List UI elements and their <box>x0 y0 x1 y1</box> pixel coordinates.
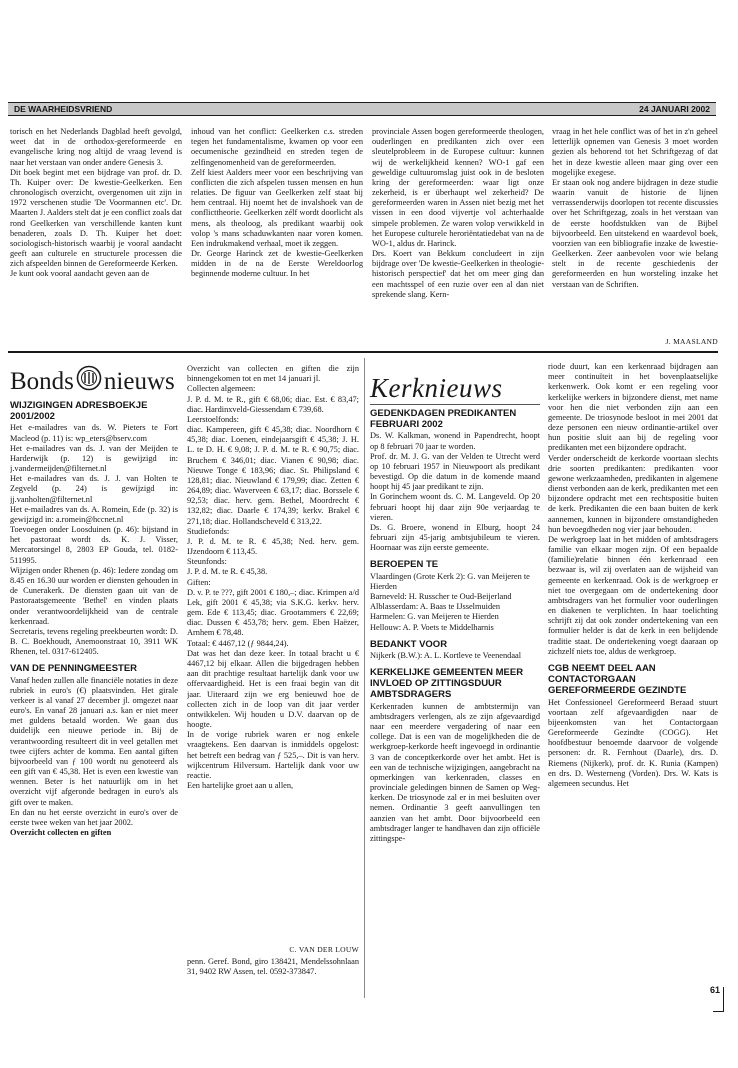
kerknieuws-title: Kerknieuws <box>370 373 503 403</box>
review-column-2 <box>191 127 363 347</box>
bondsnieuws-column <box>10 400 178 970</box>
kerkelijke-gemeenten-text: Kerkenraden kunnen de ambtstermijn van ambtsdragers verlengen, als ze zijn afgevaardigd naar een meerdere vergadering of naar een college. Dat is een van de mogelijkheden die de werkgroep-kerkorde heeft ingevoegd in ordinantie 3 van de conceptkerkorde over het ambt. Het is een van de technische wijzigingen, aangebracht na opmerkingen van kerkenraden, classes en provinciale geledingen binnen de Samen op Weg-kerken. De triosynode zal er in mei besluiten over nemen. Ordinantie 3 geeft aanvullingen ten aanzien van het ambt. Door bijvoorbeeld een ambtsdrager langer te handhaven dan zijn officiële zittingspe- <box>370 701 540 843</box>
page-corner-mark <box>713 987 724 1012</box>
collecten-signature <box>195 945 359 957</box>
column-divider <box>364 358 365 998</box>
heading-cgb: CGB NEEMT DEEL AAN CONTACTORGAAN GEREFORMEERDE GEZINDTE <box>548 662 687 697</box>
section-divider <box>8 351 718 353</box>
review-column-4 <box>552 127 718 339</box>
review-author: J. MAASLAND <box>665 337 718 346</box>
penningmeester-address: penn. Geref. Bond, giro 138421, Mendelssohnlaan 31, 9402 RW Assen, tel. 0592-373847. <box>187 957 359 977</box>
collecten-text: Overzicht van collecten en giften die zijn binnengekomen tot en met 14 januari jl. Collecten algemeen: J. P. d. M. te R., gift € 68,06; diac. Est. € 83,47; diac. Hardinxveld-Giessendam € 739,68. Leerstoelfonds: diac. Kampereen, gift € 45,38; diac. Noordhorn € 45,38; diac. Loenen, eindejaarsgift € 45,38; J. H. L. te D. H. € 9,08; J. P. d. M. te R. € 90,75; diac. Bruchem € 346,01; diac. Vianen € 90,98; diac. Nieuwe Tonge € 183,96; diac. St. Philipsland € 128,81; diac. Nieuwland € 179,99; diac. Zetten € 264,89; diac. Waverveen € 63,17; diac. Borssele € 92,53; diac. herv. gem. Bethel, Moordrecht € 132,82; diac. Daarle € 174,39; kerkv. Brakel € 271,18; diac. Hollandscheveld € 313,22. Studiefonds: J. P. d. M. te R. € 45,38; Ned. herv. gem. IJzendoorn € 113,45. Steunfonds: J. P. d. M. te R. € 45,38. Giften: D. v. P. te ???, gift 2001 € 180,–; diac. Krimpen a/d Lek, gift 2001 € 45,38; via S.K.G. kerkv. herv. gem. Ede € 113,45; diac. Grootammers € 22,69; diac. Dussen € 453,78; herv. gem. Eben Haëzer, Arnhem € 78,48. Totaal: € 4467,12 (ƒ 9844,24). Dat was het dan deze keer. In totaal bracht u € 4467,12 bij elkaar. Allen die bijgedragen hebben aan dit prachtige resultaat hartelijk dank voor uw offervaardigheid. Het is een fraai begin van dit jaar. Uiteraard zijn we erg benieuwd hoe de collecten zich in de loop van dit jaar verder ontwikkelen. Wij houden u D.V. daarvan op de hoogte. In de vorige rubriek waren er nog enkele vraagtekens. Een daarvan is inmiddels opgelost: het betreft een bedrag van ƒ 525,–. Dit is van herv. wijkcentrum Hilversum. Hartelijk dank voor uw reactie. Een hartelijke groet aan u allen, <box>187 364 359 791</box>
bond-emblem-icon <box>76 365 102 400</box>
review-text-1: torisch en het Nederlands Dagblad heeft gevolgd, weet dat in de orthodox-gereformeerde en evangelische kring nog altijd de vraag levend is naar het verstaan van onder andere Genesis 3. Dit boek begint met een bijdrage van prof. dr. D. Th. Kuiper over: De kwestie-Geelkerken. Een chronologisch overzicht, overgenomen uit zijn in 1972 verschenen studie 'De Voormannen etc'. Dr. Maarten J. Aalders stelt dat je een conflict zoals dat rond Geelkerken van verschillende kanten kunt benaderen, zoals D. Th. Kuiper het doet: sociologisch-historisch waarbij je vooral aandacht geeft aan culturele en structurele processen die zich afspeelden binnen de Gereformeerde Kerken. Je kunt ook vooral aandacht geven aan de <box>10 127 182 279</box>
right-column <box>548 362 718 982</box>
gedenkdagen-text: Ds. W. Kalkman, wonend in Papendrecht, hoopt op 8 februari 70 jaar te worden. Prof. dr. M. J. G. van der Velden te Utrecht werd op 10 februari 1957 in Nieuwpoort als predikant bevestigd. Op die datum in de komende maand hoopt hij 45 jaar predikant te zijn. In Gorinchem woont ds. C. M. Langeveld. Op 20 februari hoopt hij daar zijn 90e verjaardag te vieren. Ds. G. Broere, wonend in Elburg, hoopt 24 februari zijn 45-jarig ambtsjubileum te vieren. Hoornaar was zijn eerste gemeente. <box>370 431 540 553</box>
review-signature <box>560 337 718 349</box>
heading-penningmeester: VAN DE PENNINGMEESTER <box>10 663 138 675</box>
page-header <box>8 102 716 116</box>
issue-date: 24 JANUARI 2002 <box>639 103 710 114</box>
collecten-address <box>187 957 359 991</box>
penningmeester-name: C. VAN DER LOUW <box>289 945 359 954</box>
heading-beroepen: BEROEPEN TE <box>370 559 439 571</box>
kerkorde-continued-text: riode duurt, kan een kerkenraad bijdragen aan meer continuïteit in het bovenplaatselijke kerkenwerk. Ook komt er een regeling voor kerkelijke werkers in bijzondere dienst, met name voor hen die niet verbonden zijn aan een gemeente. De triosynode besloot in mei 2001 dat deze personen een nieuw ordinantie-artikel over hun positie sluit aan bij de regeling voor predikanten met een bijzondere opdracht. Verder onderscheidt de kerkorde voortaan slechts drie soorten predikanten: predikanten voor gewone werkzaamheden, predikanten in algemene dienst verbonden aan de kerk, predikanten met een bijzondere opdracht met een rechtspositie buiten de kerk. Predikanten die een baan buiten de kerk aannemen, kunnen in bijzondere omstandigheden hun bevoegdheden nog vier jaar behouden. De werkgroep laat in het midden of ambtsdragers familie van elkaar mogen zijn. Of een bepaalde (familie)relatie binnen één kerkenraad een bezwaar is, wil zij overlaten aan de wijsheid van gemeente en kerkenraad. Ook is de werkgroep er niet toe overgegaan om de ondertekening door ambtsdragers van het formulier voor ouderlingen en diakenen te verplichten. In haar toelichting schrijft zij dat ook zonder ondertekening van een formulier helder is dat de kerk in een belijdende traditie staat. De ondertekening voegt daaraan op zichzelf niets toe, aldus de werkgroep. <box>548 362 718 656</box>
cgb-text: Het Confessioneel Gereformeerd Beraad stuurt voortaan zelf afgevaardigden naar de bijeenkomsten van het Contactorgaan Gereformeerde Gezindte (COGG). Het hoofdbestuur benoemde daarvoor de volgende personen: dr. R. Fernhout (Daarle), drs. D. Riemens (Nijkerk), prof. dr. K. Runia (Kampen) en drs. D. Westerneng (Vorden). Drs. W. Kats is algemeen secundus. Het <box>548 697 718 788</box>
adresboekje-text: Het e-mailadres van ds. W. Pieters te Fort Macleod (p. 11) is: wp_eters@bserv.com Het e-mailadres van ds. J. van der Meijden te Harderwijk (p. 12) is gewijzigd in: j.vandermeijden@filternet.nl Het e-mailadres van ds. J. J. van Holten te Zegveld (p. 24) is gewijzigd in: jj.vanholten@filternet.nl Het e-mailadres van ds. A. Romein, Ede (p. 32) is gewijzigd in: a.romein@hccnet.nl Toevoegen onder Loosduinen (p. 46): bijstand in het pastoraat wordt ds. K. J. Visser, Mercatorsingel 8, 2803 EP Gouda, tel. 0182-511995. Wijzigen onder Rhenen (p. 46): Iedere zondag om 8.45 en 16.30 uur worden er diensten gehouden in de Cunerakerk. De diensten gaan uit van de Pastoraatsgemeente 'Bethel' en vinden plaats onder verantwoordelijkheid van de centrale kerkenraad. Secretaris, tevens regeling preekbeurten wordt: D. B. C. Boekhoudt, Anemoonstraat 10, 3911 WK Rhenen, tel. 0317-612405. <box>10 423 178 657</box>
logo-word-left: Bonds <box>10 368 74 395</box>
review-text-4: vraag in het hele conflict was of het in z'n geheel letterlijk opnemen van Genesis 3 moet worden gezien als behorend tot het Schriftgezag of dat het in deze kwestie alleen maar ging over een mogelijke exegese. Er staan ook nog andere bijdragen in deze studie waarin vanuit de historie de lijnen verrassenderwijs doorlopen tot recente discussies over het Schriftgezag, zoals in het verstaan van de eerste hoofdstukken van de Bijbel bijvoorbeeld. Een uitstekend en waardevol boek, voorzien van een bibliografie inzake de kwestie-Geelkerken. Zeer aanbevolen voor wie belang stelt in de recente geschiedenis der gereformeerden en hun worsteling inzake het verstaan van de Schriften. <box>552 127 718 289</box>
kerknieuws-column <box>370 408 540 998</box>
publication-name: DE WAARHEIDSVRIEND <box>14 103 113 114</box>
beroepen-text: Vlaardingen (Grote Kerk 2): G. van Meijeren te Hierden Barneveld: H. Russcher te Oud-Beijerland Alblasserdam: A. Baas te IJsselmuiden Harmelen: G. van Meijeren te Hierden Hellouw: A. P. Voets te Middelharnis <box>370 571 530 632</box>
heading-adresboekje: WIJZIGINGEN ADRESBOEKJE 2001/2002 <box>10 400 148 423</box>
overzicht-lead: Overzicht collecten en giften <box>10 828 112 838</box>
kerknieuws-rule <box>370 404 540 405</box>
heading-gedenkdagen: GEDENKDAGEN PREDIKANTEN FEBRUARI 2002 <box>370 408 517 431</box>
page-number: 61 <box>709 985 720 996</box>
review-column-1 <box>10 127 182 347</box>
heading-bedankt: BEDANKT VOOR <box>370 638 448 650</box>
review-column-3 <box>372 127 544 347</box>
collecten-column <box>187 364 359 946</box>
review-text-2: inhoud van het conflict: Geelkerken c.s. streden tegen het fundamentalisme, kwamen op voor een oecumenische gezindheid en streden tegen de zelfingenomenheid van de gereformeerden. Zelf kiest Aalders meer voor een beschrijving van conflicten die zich afspelen tussen mensen en hun relaties. De figuur van Geelkerken zelf staat bij hem centraal. Hij noemt het de invalshoek van de conflicttheorie. Geelkerken zélf wordt doorlicht als mens, als theoloog, als predikant waarbij ook volop 's mans schaduwkanten naar voren komen. Een indrukmakend verhaal, moet ik zeggen. Dr. George Harinck zet de kwestie-Geelkerken midden in de na de Eerste Wereldoorlog beginnende moderne cultuur. In het <box>191 127 363 279</box>
review-text-3: provinciale Assen bogen gereformeerde theologen, ouderlingen en predikanten zich over een sleutelprobleem in de Europese cultuur: kunnen wij de werkelijkheid kennen? WO-1 gaf een geweldige cultuuromslag juist ook in de besloten kring der gereformeerden: waar ligt onze zekerheid, is er überhaupt wel zekerheid? De gereformeerden waren in Assen niet bezig met het vissen in een dood vijvertje vol achterhaalde simpele problemen. Ze waren volop verwikkeld in het Europese culturele heroriëntatiedebat van na de WO-1, aldus dr. Harinck. Drs. Koert van Bekkum concludeert in zijn bijdrage over 'De kwestie-Geelkerken in theologie-historisch perspectief' dat het om meer ging dan een machtsspel of een ruzie over een al dan niet sprekende slang. Kern- <box>372 127 544 299</box>
logo-word-right: nieuws <box>103 368 175 395</box>
bondsnieuws-logo <box>10 365 175 400</box>
heading-kerkelijke-gemeenten: KERKELIJKE GEMEENTEN MEER INVLOED OP ZITTINGSDUUR AMBTSDRAGERS <box>370 667 524 701</box>
bedankt-text: Nijkerk (B.W.): A. L. Kortleve te Veenendaal <box>370 650 522 660</box>
penningmeester-text: Vanaf heden zullen alle financiële notaties in deze rubriek in euro's (€) plaatsvinden. Het girale verkeer is al vanaf 27 december jl. omgezet naar euro's. En vanaf 28 januari a.s. kan er niet meer met guldens betaald worden. We gaan dus duidelijk een nieuwe periode in. Bij de verantwoording resulteert dit in veel getallen met twee cijfers achter de komma. Een aantal giften bijvoorbeeld van ƒ 100 wordt nu genoteerd als een gift van € 45,38. Het is even een kwestie van wennen. Beter is het natuurlijk om in het overzicht vijf afgeronde bedragen in euro's als gift over te maken. En dan nu het eerste overzicht in euro's over de eerste twee weken van het jaar 2002. <box>10 675 178 827</box>
